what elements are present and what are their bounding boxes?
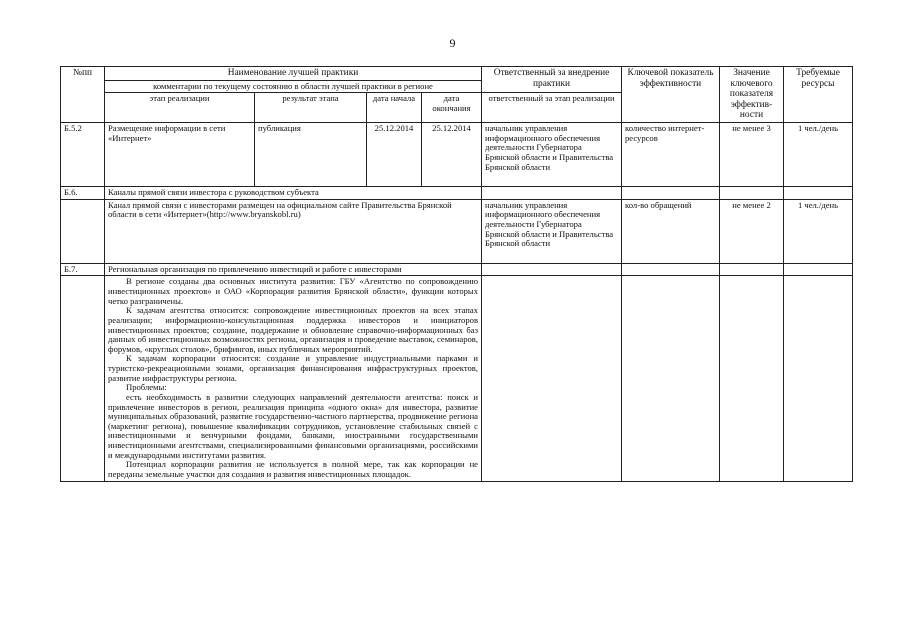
- header-responsible-stage: ответственный за этап реализации: [482, 93, 622, 123]
- table-row: [61, 276, 853, 481]
- paragraph: Проблемы:: [126, 382, 167, 393]
- header-comments: комментарии по текущему состоянию в области лучшей практики в регионе: [105, 80, 482, 93]
- header-kpi: Ключевой показатель эффективности: [622, 67, 720, 123]
- row-resources: 1 чел./день: [784, 199, 853, 263]
- paragraph: Потенциал корпорации развития не используется в полной мере, так как корпорации не переданы земельные участки для создания и развития инвестиционных площадок.: [108, 459, 478, 479]
- row-responsible: начальник управления информационного обеспечения деятельности Губернатора Брянской области и Правительства Брянской области: [482, 123, 622, 187]
- paragraph: есть необходимость в развитии следующих направлений деятельности агентства: поиск и привлечение инвесторов в регион, реализация принципа «одного окна» для инвестора, развитие муниципальных образований, развитие государственно-частного партнерства, продвижение региона (маркетинг региона), повышение квалификации сотрудников, установление стабильных связей с инвестиционными и венчурными фондами, банками, иностранными государственными инвестиционными агентствами, специализированными финансовыми организациями, российскими и международными институтами развития.: [108, 391, 478, 460]
- row-end-date: 25.12.2014: [422, 123, 482, 187]
- header-stage-result: результат этапа: [255, 93, 367, 123]
- row-num: Б.5.2: [61, 123, 105, 187]
- header-num: №пп: [61, 67, 105, 123]
- header-practice-name: Наименование лучшей практики: [105, 67, 482, 81]
- paragraph: К задачам корпорации относится: создание и управление индустриальными парками и туристско-рекреационными зонами, организация финансирования инфраструктурных проектов, развитие инфраструктуры региона.: [108, 353, 478, 383]
- header-responsible: Ответственный за внедрение практики: [482, 67, 622, 93]
- row-kpi: кол-во обращений: [622, 199, 720, 263]
- row-start-date: 25.12.2014: [367, 123, 422, 187]
- best-practice-table: [60, 66, 853, 482]
- header-kpi-value: Значение ключевого показателя эффектив- ности: [720, 67, 784, 123]
- header-start-date: дата начала: [367, 93, 422, 123]
- section-row: [61, 263, 853, 276]
- row-stage: Размещение информации в сети «Интернет»: [105, 123, 255, 187]
- section-row: [61, 187, 853, 200]
- row-kpi: количество интернет-ресурсов: [622, 123, 720, 187]
- row-result: публикация: [255, 123, 367, 187]
- header-resources: Требуемые ресурсы: [784, 67, 853, 123]
- section-title: Каналы прямой связи инвестора с руководством субъекта: [105, 187, 482, 200]
- section-title: Региональная организация по привлечению инвестиций и работе с инвесторами: [105, 263, 482, 276]
- page-number: 9: [449, 36, 456, 50]
- paragraph: К задачам агентства относится: сопровождение инвестиционных проектов на всех этапах реализации; информационно-консультационная поддержка инвесторов и инициаторов инвестиционных проектов; создание, поддержание и обновление справочно-информационных баз данных об инвестиционных возможностях региона, организация и проведение выставок, семинаров, форумов, «круглых столов», брифингов, иных публичных мероприятий.: [108, 305, 478, 354]
- row-text: Канал прямой связи с инвесторами размещен на официальном сайте Правительства Брянской области в сети «Интернет»(http://www.bryanskobl.ru): [105, 199, 482, 263]
- paragraph: В регионе созданы два основных института развития: ГБУ «Агентство по сопровождению инвестиционных проектов» и ОАО «Корпорация развития Брянской области», функции которых четко разграничены.: [108, 276, 478, 306]
- row-kpi-value: не менее 2: [720, 199, 784, 263]
- table-row: [61, 199, 853, 263]
- table-row: [61, 123, 853, 187]
- row-kpi-value: не менее 3: [720, 123, 784, 187]
- row-resources: 1 чел./день: [784, 123, 853, 187]
- row-responsible: начальник управления информационного обеспечения деятельности Губернатора Брянской области и Правительства Брянской области: [482, 199, 622, 263]
- row-description: [105, 276, 482, 481]
- header-stage: этап реализации: [105, 93, 255, 123]
- header-end-date: дата окончания: [422, 93, 482, 123]
- section-num: Б.7.: [61, 263, 105, 276]
- section-num: Б.6.: [61, 187, 105, 200]
